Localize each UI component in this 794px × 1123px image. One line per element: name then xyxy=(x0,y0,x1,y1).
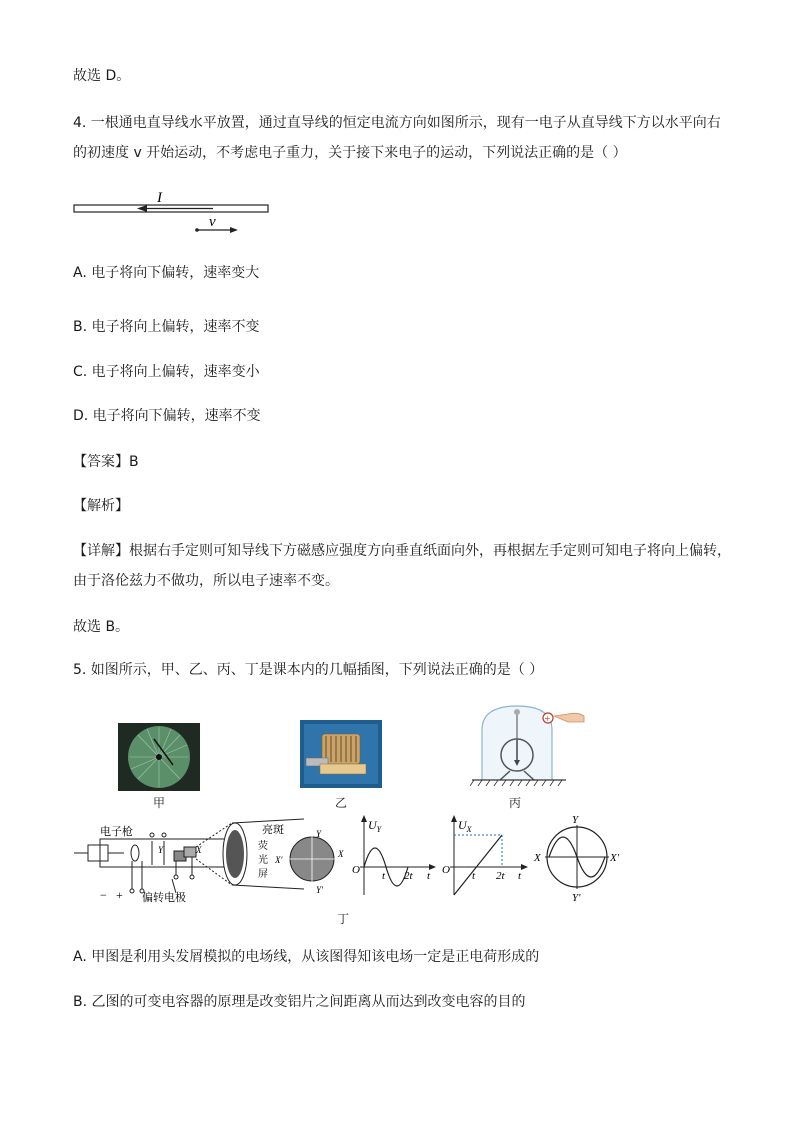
graph-ux-t2: 2t xyxy=(496,870,505,882)
display-y: Y xyxy=(572,815,579,826)
velocity-arrow-head xyxy=(230,227,238,233)
graph-uy-t1: t xyxy=(382,870,386,882)
analysis-heading: 【解析】 xyxy=(73,498,129,514)
photo-jia-field-lines xyxy=(118,723,200,791)
label-screen-1: 荧 xyxy=(258,841,268,852)
photo-yi-variable-capacitor xyxy=(300,720,382,788)
answer: 【答案】B xyxy=(73,454,139,470)
detail-line-2: 由于洛伦兹力不做功，所以电子速率不变。 xyxy=(73,573,339,589)
caption-ding: 丁 xyxy=(336,912,349,926)
charge-plus-sign: + xyxy=(544,714,551,725)
label-face-xp: X′ xyxy=(275,855,283,865)
q5-option-a: A. 甲图是利用头发屑模拟的电场线，从该图得知该电场一定是正电荷形成的 xyxy=(73,949,540,965)
question-4-line-1: 4. 一根通电直导线水平放置，通过直导线的恒定电流方向如图所示，现有一电子从直导线下方以水平向右 xyxy=(73,115,721,131)
option-a: A. 电子将向下偏转，速率变大 xyxy=(73,265,260,281)
caption-bing: 丙 xyxy=(508,796,521,810)
display-x: X xyxy=(534,852,541,864)
velocity-label: v xyxy=(209,214,216,230)
label-spot: 亮斑 xyxy=(262,824,284,836)
label-tube-x: X xyxy=(196,845,202,855)
graph-ux-origin: O xyxy=(442,864,450,876)
caption-jia: 甲 xyxy=(152,796,165,810)
question-5: 5. 如图所示，甲、乙、丙、丁是课本内的几幅插图，下列说法正确的是（ ） xyxy=(73,662,544,678)
q5-option-b: B. 乙图的可变电容器的原理是改变铝片之间距离从而达到改变电容的目的 xyxy=(73,994,526,1010)
label-tube-y: Y xyxy=(158,845,164,855)
question-4-line-2: 的初速度 v 开始运动，不考虑电子重力，关于接下来电子的运动，下列说法正确的是（ ） xyxy=(73,145,627,161)
graph-uy-t2: 2t xyxy=(404,870,413,882)
label-deflect-electrode: 偏转电极 xyxy=(142,892,186,904)
label-electron-gun: 电子枪 xyxy=(100,826,133,838)
detail-line-1: 【详解】根据右手定则可知导线下方磁感应强度方向垂直纸面向外，再根据左手定则可知电子将向上偏转， xyxy=(73,543,731,559)
figure-bing-electroscope xyxy=(470,700,590,792)
option-d: D. 电子将向下偏转，速率不变 xyxy=(73,408,261,424)
graph-uy-label: $U_Y$ xyxy=(368,818,382,834)
label-face-y: Y xyxy=(316,829,322,839)
display-yp: Y′ xyxy=(572,892,581,904)
label-face-yp: Y′ xyxy=(316,885,323,895)
graph-ux-t-axis: t xyxy=(518,870,522,882)
caption-yi: 乙 xyxy=(334,796,347,810)
prev-answer-choice: 故选 D。 xyxy=(73,68,131,84)
display-xp: X′ xyxy=(610,852,620,864)
graph-ux-t1: t xyxy=(472,870,476,882)
label-screen-2: 光 xyxy=(258,855,268,866)
label-face-x: X xyxy=(338,849,344,859)
graph-uy-t-axis: t xyxy=(427,870,431,882)
label-plus: + xyxy=(116,888,123,902)
option-c: C. 电子将向上偏转，速率变小 xyxy=(73,364,260,380)
graph-uy-origin: O xyxy=(352,864,360,876)
current-label: I xyxy=(157,190,162,206)
label-screen-3: 屏 xyxy=(258,869,268,880)
figure-ding-oscilloscope xyxy=(72,815,632,915)
answer-choice-b: 故选 B。 xyxy=(73,619,130,635)
graph-ux-label: $U_X$ xyxy=(458,818,472,834)
q4-wire-figure xyxy=(73,185,273,240)
label-minus: − xyxy=(100,888,107,902)
option-b: B. 电子将向上偏转，速率不变 xyxy=(73,319,260,335)
